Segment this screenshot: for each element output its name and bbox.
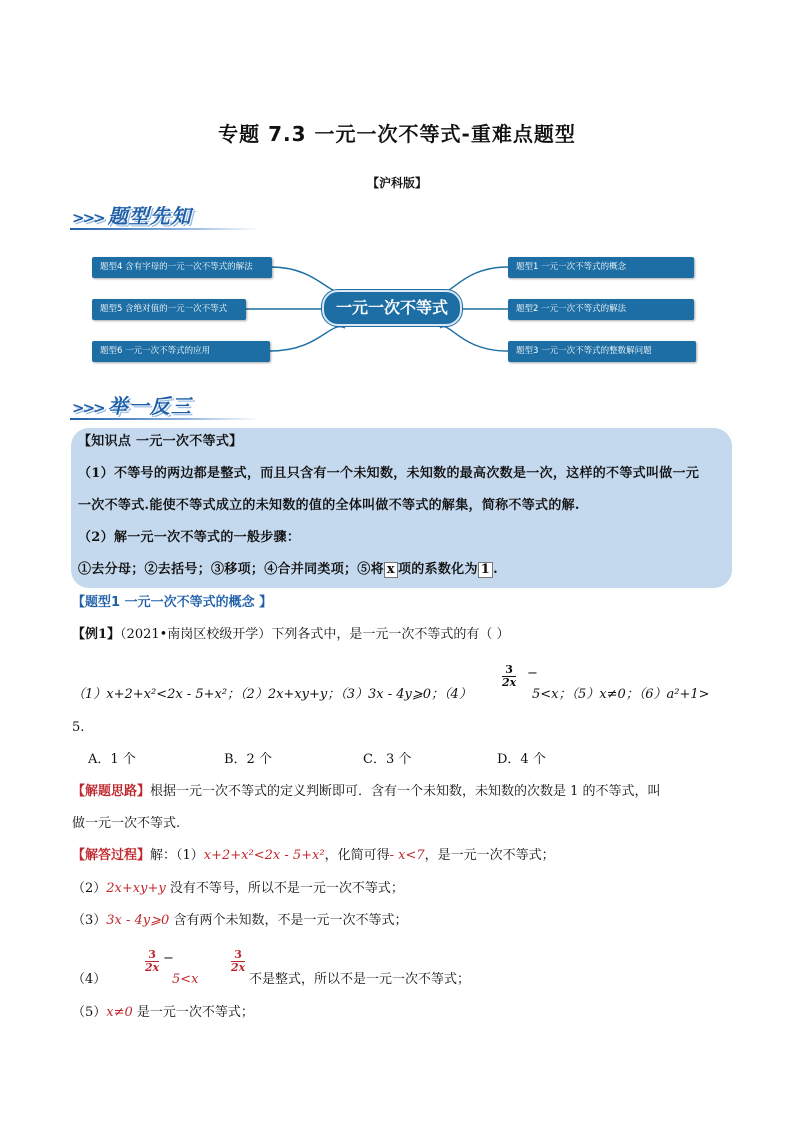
solution-step-5	[72, 1003, 254, 1023]
connector-right-3	[440, 327, 508, 351]
choice-a: A．1 个	[88, 752, 136, 767]
knowledge-point-1-line2: 一次不等式.能使不等式成立的未知数的值的全体叫做不等式的解集，简称不等式的解.	[78, 498, 580, 513]
fraction-numerator: 3	[234, 948, 242, 961]
knowledge-steps-var-box: x	[384, 562, 398, 578]
example-options-a: （1）x+2+x²<2x - 5+x²；（2）2x+xy+y；（3）3x - 4y⩾0；（4）	[72, 687, 472, 702]
solution-step-5-text: 是一元一次不等式；	[132, 1005, 254, 1020]
example-question: 下列各式中，是一元一次不等式的有（ ）	[271, 627, 510, 642]
mindmap-node-type5: 题型5 含绝对值的一元一次不等式	[92, 299, 246, 320]
solution-step-1-expr: x+2+x²<2x - 5+x²	[203, 848, 325, 863]
connector-right-1	[440, 267, 508, 292]
solution-step-1	[72, 846, 732, 866]
knowledge-steps-end: .	[493, 562, 498, 577]
example-source: （2021•南岗区校级开学）	[120, 627, 272, 642]
solution-idea-line1	[72, 782, 732, 802]
solution-step-4-minus: −	[163, 951, 174, 966]
fraction-numerator: 3	[505, 663, 513, 676]
solution-step-3-text: 含有两个未知数，不是一元一次不等式；	[169, 913, 408, 928]
solution-idea-line2: 做一元一次不等式.	[72, 816, 181, 831]
page-title: 专题 7.3 一元一次不等式-重难点题型	[218, 122, 576, 146]
knowledge-steps-main: ①去分母；②去括号；③移项；④合并同类项；⑤将	[78, 562, 384, 577]
solution-idea-label: 【解题思路】	[72, 784, 151, 799]
choice-c: C．3 个	[363, 752, 412, 767]
solution-step-1-end: ，是一元一次不等式；	[424, 848, 555, 863]
knowledge-point-2: （2）解一元一次不等式的一般步骤：	[78, 530, 301, 545]
mindmap-node-type3: 题型3 一元一次不等式的整数解问题	[508, 341, 696, 362]
solution-process-label: 【解答过程】	[72, 848, 151, 863]
solution-step-1-mid: ，化简可得	[324, 848, 390, 863]
question-type-label: 【题型1 一元一次不等式的概念 】	[72, 595, 273, 610]
edition-label: 【沪科版】	[366, 176, 427, 190]
example-fraction	[502, 664, 516, 689]
example-options-c: 5.	[72, 720, 85, 735]
solution-idea-text: 根据一元一次不等式的定义判断即可．含有一个未知数，未知数的次数是 1 的不等式，叫	[150, 784, 661, 799]
solution-step-4-fraction-a	[145, 949, 159, 974]
solution-step-4-expr: 5<x	[172, 972, 199, 987]
example-stem	[72, 625, 732, 645]
solution-step-5-prefix: （5）	[72, 1005, 107, 1020]
choice-b: B．2 个	[224, 752, 272, 767]
fraction-minus: −	[527, 666, 538, 681]
example-options-b: 5<x；（5）x≠0；（6）a²+1>	[532, 687, 710, 702]
solution-step-2-prefix: （2）	[72, 881, 107, 896]
knowledge-steps	[78, 560, 728, 580]
mindmap-center-node: 一元一次不等式	[322, 290, 462, 326]
mindmap-node-type2: 题型2 一元一次不等式的解法	[508, 299, 694, 320]
banner-arrows: >>>	[72, 209, 104, 227]
solution-step-5-expr: x≠0	[106, 1005, 133, 1020]
banner-arrows: >>>	[72, 399, 104, 417]
solution-step-3-expr: 3x - 4y⩾0	[106, 913, 170, 928]
example-prefix: 【例1】	[72, 627, 121, 642]
solution-step-3-prefix: （3）	[72, 913, 107, 928]
solution-step-1-prefix: 解：（1）	[150, 848, 204, 863]
fraction-denominator: 2x	[502, 676, 517, 689]
practice-banner-label: 举一反三	[107, 394, 192, 418]
mindmap-node-type1: 题型1 一元一次不等式的概念	[508, 257, 694, 278]
overview-banner-label: 题型先知	[107, 204, 192, 228]
knowledge-steps-coef-box: 1	[478, 562, 493, 578]
solution-step-3	[72, 911, 407, 931]
overview-banner-underline	[70, 228, 260, 230]
knowledge-point-1-line1: （1）不等号的两边都是整式，而且只含有一个未知数，未知数的最高次数是一次，这样的不等式叫做一元	[78, 466, 700, 481]
solution-step-2-text: 没有不等号，所以不是一元一次不等式；	[165, 881, 404, 896]
solution-step-4-text: 不是整式，所以不是一元一次不等式；	[249, 972, 471, 987]
solution-step-1-expr2: - x<7	[389, 848, 425, 863]
connector-left-3	[270, 327, 345, 351]
fraction-numerator: 3	[148, 948, 156, 961]
mindmap-node-type6: 题型6 一元一次不等式的应用	[92, 341, 270, 362]
fraction-denominator: 2x	[231, 961, 246, 974]
solution-step-2	[72, 879, 404, 899]
knowledge-steps-mid: 项的系数化为	[397, 562, 478, 577]
solution-step-4-prefix: （4）	[72, 972, 107, 987]
solution-step-4-fraction-b	[231, 949, 245, 974]
mindmap-node-type4: 题型4 含有字母的一元一次不等式的解法	[92, 257, 272, 278]
connector-left-1	[270, 267, 345, 292]
fraction-denominator: 2x	[145, 961, 160, 974]
knowledge-heading: 【知识点 一元一次不等式】	[78, 434, 243, 449]
practice-banner-underline	[70, 418, 260, 420]
solution-step-2-expr: 2x+xy+y	[106, 881, 166, 896]
practice-banner	[72, 390, 192, 418]
overview-banner	[72, 200, 192, 228]
choice-d: D．4 个	[497, 752, 546, 767]
